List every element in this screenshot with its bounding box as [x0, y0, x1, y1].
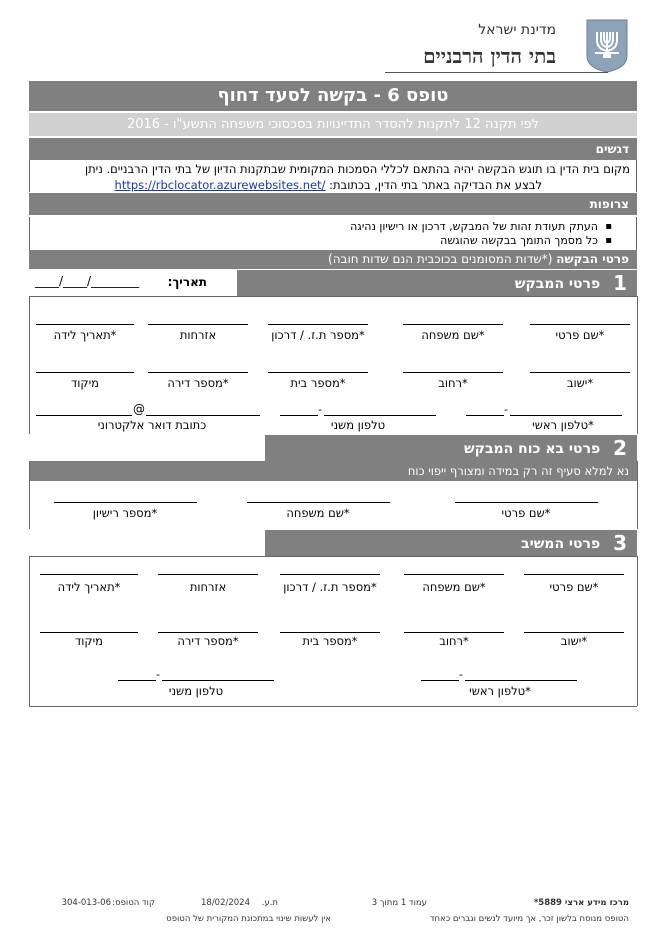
date-row	[29, 270, 237, 296]
required-fields-note: (*שדות המסומנים בכוכבית הנם שדות חובה)	[328, 252, 553, 266]
respondent-house-number-label: *מספר בית	[302, 634, 358, 648]
respondent-birth-date-field[interactable]	[40, 574, 138, 575]
notes-text-line2-label: לבצע את הבדיקה באתר בתי הדין, בכתובת:	[329, 178, 542, 192]
notes-text-line1: מקום בית הדין בו תוגש הבקשה יהיה בהתאם לכללי הסמכות המקומית שבתקנות הדיון של בתי הדין הרבניים. ניתן	[84, 162, 630, 176]
footer-date: 18/02/2024	[201, 898, 250, 908]
secondary-phone-label: טלפון משני	[330, 418, 386, 432]
citizenship-field[interactable]	[148, 324, 248, 325]
notes-heading: דגשים	[29, 138, 637, 160]
frame-top	[29, 296, 637, 297]
attorney-license-field[interactable]	[54, 502, 197, 503]
email-domain-field[interactable]	[146, 415, 260, 416]
respondent-first-name-label: *שם פרטי	[549, 580, 599, 594]
respondent-last-name-label: *שם משפחה	[422, 580, 486, 594]
apartment-number-label: *מספר דירה	[167, 376, 229, 390]
respondent-house-number-field[interactable]	[280, 632, 380, 633]
footer-gender-note: הטופס מנוסח בלשון זכר, אך מיועד לנשים וגברים כאחד	[429, 914, 629, 924]
frame-top	[29, 556, 637, 557]
section2-note: נא למלא סעיף זה רק במידה ומצורף ייפוי כוח	[29, 461, 637, 481]
last-name-label: *שם משפחה	[421, 328, 485, 342]
first-name-label: *שם פרטי	[555, 328, 605, 342]
city-field[interactable]	[530, 372, 630, 373]
org-name-line1: מדינת ישראל	[478, 22, 556, 38]
frame-right	[637, 556, 638, 706]
secondary-phone-field[interactable]	[324, 415, 436, 416]
section3-header	[265, 530, 637, 556]
frame-right	[637, 461, 638, 529]
notes-body	[29, 160, 637, 192]
respondent-primary-phone-prefix-field[interactable]	[421, 680, 459, 681]
respondent-secondary-phone-dash: -	[156, 668, 160, 681]
house-number-label: *מספר בית	[290, 376, 346, 390]
apartment-number-field[interactable]	[148, 372, 248, 373]
form-subtitle: לפי תקנה 12 לתקנות להסדר התדיינויות בסכסוכי משפחה התשע"ו - 2016	[29, 113, 637, 136]
frame-right	[637, 296, 638, 434]
id-passport-label: *מספר ת.ז. / דרכון	[271, 328, 365, 342]
respondent-secondary-phone-prefix-field[interactable]	[118, 680, 156, 681]
zip-code-label: מיקוד	[71, 376, 99, 390]
header-divider	[385, 72, 608, 73]
date-field[interactable]: ____/____/________	[35, 274, 140, 288]
city-label: *ישוב	[566, 376, 594, 390]
respondent-primary-phone-label: *טלפון ראשי	[469, 684, 531, 698]
section3-title: פרטי המשיב	[521, 536, 601, 552]
respondent-street-field[interactable]	[404, 632, 504, 633]
respondent-zip-field[interactable]	[40, 632, 138, 633]
section2-title: פרטי בא כוח המבקש	[464, 441, 601, 457]
attachments-list	[29, 217, 637, 250]
primary-phone-dash: -	[504, 403, 508, 416]
respondent-birth-date-label: *תאריך לידה	[57, 580, 121, 594]
request-details-bar	[29, 250, 637, 269]
footer-info-center: מרכז מידע ארצי 5889*	[533, 898, 629, 908]
section2-number: 2	[613, 436, 627, 460]
respondent-street-label: *רחוב	[439, 634, 469, 648]
respondent-zip-label: מיקוד	[75, 634, 103, 648]
section1-header	[237, 270, 637, 296]
footer-date-label: ת.ע.	[261, 898, 278, 908]
frame-left	[29, 296, 30, 434]
date-label: תאריך:	[167, 275, 207, 289]
primary-phone-field[interactable]	[510, 415, 622, 416]
respondent-last-name-field[interactable]	[404, 574, 504, 575]
birth-date-label: *תאריך לידה	[53, 328, 117, 342]
birth-date-field[interactable]	[36, 324, 134, 325]
secondary-phone-prefix-field[interactable]	[280, 415, 318, 416]
respondent-citizenship-label: אזרחות	[189, 580, 227, 594]
attorney-first-name-label: *שם פרטי	[501, 506, 551, 520]
respondent-primary-phone-dash: -	[459, 668, 463, 681]
secondary-phone-dash: -	[318, 403, 322, 416]
locator-link[interactable]: https://rbclocator.azurewebsites.net/	[114, 178, 326, 192]
attachment-item: ▪ העתק תעודת זהות של המבקש, דרכון או רישיון נהיגה	[30, 220, 614, 234]
section1-number: 1	[613, 271, 627, 295]
respondent-secondary-phone-label: טלפון משני	[168, 684, 224, 698]
respondent-city-field[interactable]	[524, 632, 624, 633]
frame-bottom	[29, 706, 637, 707]
frame-left	[29, 461, 30, 529]
section3-number: 3	[613, 531, 627, 555]
form-title: טופס 6 - בקשה לסעד דחוף	[29, 81, 637, 111]
respondent-secondary-phone-field[interactable]	[162, 680, 274, 681]
citizenship-label: אזרחות	[179, 328, 217, 342]
primary-phone-label: *טלפון ראשי	[532, 418, 594, 432]
respondent-id-label: *מספר ת.ז. / דרכון	[283, 580, 377, 594]
footer-page: עמוד 1 מתוך 3	[371, 898, 427, 908]
attachments-heading: צרופות	[29, 193, 637, 215]
frame-left	[29, 556, 30, 706]
respondent-primary-phone-field[interactable]	[465, 680, 577, 681]
street-field[interactable]	[403, 372, 503, 373]
email-at-sign: @	[133, 402, 145, 416]
section2-header	[265, 435, 637, 461]
respondent-id-field[interactable]	[280, 574, 380, 575]
attorney-license-label: *מספר רישיון	[92, 506, 158, 520]
respondent-city-label: *ישוב	[560, 634, 588, 648]
attorney-last-name-label: *שם משפחה	[286, 506, 350, 520]
state-emblem-icon	[583, 18, 631, 74]
respondent-citizenship-field[interactable]	[158, 574, 258, 575]
request-details-heading: פרטי הבקשה	[556, 252, 629, 266]
email-user-field[interactable]	[36, 415, 132, 416]
respondent-apartment-field[interactable]	[158, 632, 258, 633]
respondent-first-name-field[interactable]	[524, 574, 624, 575]
zip-code-field[interactable]	[36, 372, 134, 373]
attachment-item: ▪ כל מסמך התומך בבקשה שהוגשה	[30, 234, 614, 248]
attorney-last-name-field[interactable]	[247, 502, 390, 503]
primary-phone-prefix-field[interactable]	[466, 415, 504, 416]
last-name-field[interactable]	[403, 324, 503, 325]
footer-change-note: אין לעשות שינוי במתכונת המקורית של הטופס	[166, 914, 331, 924]
org-name-line2: בתי הדין הרבניים	[423, 44, 556, 68]
first-name-field[interactable]	[530, 324, 630, 325]
footer-form-code: 304-013-06	[61, 898, 111, 908]
id-passport-field[interactable]	[268, 324, 368, 325]
email-label: כתובת דואר אלקטרוני	[97, 418, 207, 432]
house-number-field[interactable]	[268, 372, 368, 373]
section1-title: פרטי המבקש	[514, 276, 601, 292]
attorney-first-name-field[interactable]	[455, 502, 598, 503]
footer-form-code-label: קוד הטופס:	[112, 898, 155, 908]
respondent-apartment-label: *מספר דירה	[177, 634, 239, 648]
notes-text-line2	[36, 177, 630, 193]
street-label: *רחוב	[438, 376, 468, 390]
